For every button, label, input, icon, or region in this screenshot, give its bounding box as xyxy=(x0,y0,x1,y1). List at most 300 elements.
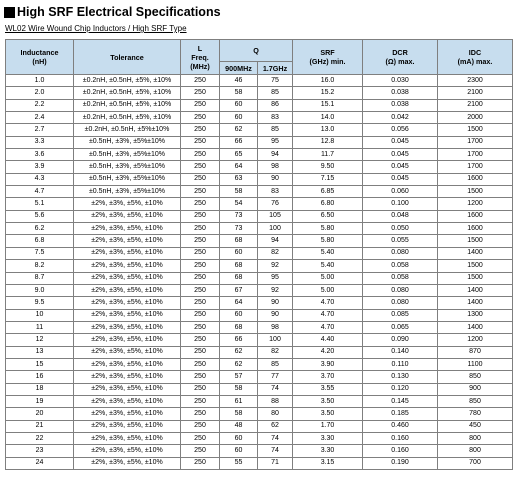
title-text: High SRF Electrical Specifications xyxy=(17,5,221,19)
cell-idc: 850 xyxy=(438,371,513,383)
table-row xyxy=(6,297,513,309)
cell-frequency: 250 xyxy=(181,75,220,87)
cell-q-1-7ghz: 82 xyxy=(258,247,293,259)
cell-dcr: 0.065 xyxy=(363,321,438,333)
cell-idc: 1200 xyxy=(438,198,513,210)
cell-q-1-7ghz: 85 xyxy=(258,124,293,136)
cell-frequency: 250 xyxy=(181,309,220,321)
cell-q-1-7ghz: 85 xyxy=(258,358,293,370)
cell-q-900mhz: 68 xyxy=(220,321,258,333)
cell-tolerance: ±2%, ±3%, ±5%, ±10% xyxy=(74,309,181,321)
cell-q-900mhz: 65 xyxy=(220,149,258,161)
cell-tolerance: ±2%, ±3%, ±5%, ±10% xyxy=(74,223,181,235)
table-body xyxy=(6,75,513,470)
cell-srf: 3.15 xyxy=(293,457,363,469)
cell-srf: 4.70 xyxy=(293,321,363,333)
cell-frequency: 250 xyxy=(181,371,220,383)
cell-inductance: 10 xyxy=(6,309,74,321)
cell-q-900mhz: 57 xyxy=(220,371,258,383)
cell-srf: 13.0 xyxy=(293,124,363,136)
cell-q-900mhz: 58 xyxy=(220,383,258,395)
header-tolerance: Tolerance xyxy=(74,40,181,75)
table-row xyxy=(6,136,513,148)
cell-idc: 450 xyxy=(438,420,513,432)
table-row xyxy=(6,149,513,161)
cell-q-1-7ghz: 74 xyxy=(258,432,293,444)
header-frequency: L Freq. (MHz) xyxy=(181,40,220,75)
header-q-1-7ghz: 1.7GHz xyxy=(258,62,293,75)
table-row xyxy=(6,198,513,210)
cell-tolerance: ±0.2nH, ±0.5nH, ±5%, ±10% xyxy=(74,75,181,87)
cell-tolerance: ±2%, ±3%, ±5%, ±10% xyxy=(74,395,181,407)
cell-srf: 14.0 xyxy=(293,112,363,124)
cell-dcr: 0.080 xyxy=(363,297,438,309)
cell-dcr: 0.055 xyxy=(363,235,438,247)
cell-q-900mhz: 58 xyxy=(220,186,258,198)
cell-q-1-7ghz: 86 xyxy=(258,99,293,111)
cell-q-1-7ghz: 95 xyxy=(258,272,293,284)
cell-frequency: 250 xyxy=(181,235,220,247)
cell-tolerance: ±2%, ±3%, ±5%, ±10% xyxy=(74,346,181,358)
table-row xyxy=(6,309,513,321)
cell-q-900mhz: 64 xyxy=(220,161,258,173)
cell-tolerance: ±2%, ±3%, ±5%, ±10% xyxy=(74,321,181,333)
cell-tolerance: ±2%, ±3%, ±5%, ±10% xyxy=(74,420,181,432)
cell-idc: 850 xyxy=(438,395,513,407)
cell-dcr: 0.100 xyxy=(363,198,438,210)
cell-idc: 1600 xyxy=(438,173,513,185)
table-row xyxy=(6,235,513,247)
cell-q-900mhz: 60 xyxy=(220,432,258,444)
cell-srf: 11.7 xyxy=(293,149,363,161)
cell-idc: 2100 xyxy=(438,87,513,99)
cell-idc: 800 xyxy=(438,445,513,457)
cell-q-900mhz: 60 xyxy=(220,309,258,321)
cell-srf: 6.85 xyxy=(293,186,363,198)
cell-inductance: 6.8 xyxy=(6,235,74,247)
cell-inductance: 8.7 xyxy=(6,272,74,284)
cell-tolerance: ±2%, ±3%, ±5%, ±10% xyxy=(74,432,181,444)
cell-dcr: 0.140 xyxy=(363,346,438,358)
cell-frequency: 250 xyxy=(181,383,220,395)
cell-srf: 5.80 xyxy=(293,235,363,247)
cell-q-900mhz: 66 xyxy=(220,334,258,346)
cell-srf: 3.55 xyxy=(293,383,363,395)
square-bullet-icon xyxy=(4,7,15,18)
cell-inductance: 5.6 xyxy=(6,210,74,222)
cell-tolerance: ±0.2nH, ±0.5nH, ±5%, ±10% xyxy=(74,99,181,111)
cell-dcr: 0.045 xyxy=(363,173,438,185)
cell-tolerance: ±2%, ±3%, ±5%, ±10% xyxy=(74,457,181,469)
cell-q-900mhz: 61 xyxy=(220,395,258,407)
cell-q-900mhz: 55 xyxy=(220,457,258,469)
table-row xyxy=(6,112,513,124)
cell-srf: 15.1 xyxy=(293,99,363,111)
cell-q-1-7ghz: 80 xyxy=(258,408,293,420)
header-idc: IDC (mA) max. xyxy=(438,40,513,75)
cell-inductance: 3.6 xyxy=(6,149,74,161)
cell-inductance: 6.2 xyxy=(6,223,74,235)
cell-frequency: 250 xyxy=(181,358,220,370)
cell-tolerance: ±2%, ±3%, ±5%, ±10% xyxy=(74,247,181,259)
cell-idc: 1400 xyxy=(438,284,513,296)
cell-tolerance: ±2%, ±3%, ±5%, ±10% xyxy=(74,383,181,395)
cell-tolerance: ±2%, ±3%, ±5%, ±10% xyxy=(74,272,181,284)
cell-frequency: 250 xyxy=(181,210,220,222)
cell-dcr: 0.160 xyxy=(363,445,438,457)
table-row xyxy=(6,210,513,222)
cell-q-1-7ghz: 92 xyxy=(258,284,293,296)
cell-q-900mhz: 73 xyxy=(220,210,258,222)
cell-frequency: 250 xyxy=(181,223,220,235)
cell-dcr: 0.080 xyxy=(363,247,438,259)
cell-inductance: 13 xyxy=(6,346,74,358)
cell-idc: 1600 xyxy=(438,223,513,235)
cell-frequency: 250 xyxy=(181,198,220,210)
cell-q-1-7ghz: 95 xyxy=(258,136,293,148)
cell-idc: 1300 xyxy=(438,309,513,321)
table-row xyxy=(6,432,513,444)
cell-idc: 1400 xyxy=(438,247,513,259)
cell-srf: 3.50 xyxy=(293,408,363,420)
cell-frequency: 250 xyxy=(181,395,220,407)
cell-srf: 1.70 xyxy=(293,420,363,432)
cell-q-900mhz: 60 xyxy=(220,112,258,124)
cell-dcr: 0.030 xyxy=(363,75,438,87)
cell-tolerance: ±2%, ±3%, ±5%, ±10% xyxy=(74,358,181,370)
cell-tolerance: ±0.2nH, ±0.5nH, ±5%±10% xyxy=(74,124,181,136)
cell-q-900mhz: 62 xyxy=(220,358,258,370)
cell-srf: 4.70 xyxy=(293,309,363,321)
cell-q-1-7ghz: 90 xyxy=(258,309,293,321)
cell-tolerance: ±2%, ±3%, ±5%, ±10% xyxy=(74,445,181,457)
cell-q-1-7ghz: 62 xyxy=(258,420,293,432)
cell-frequency: 250 xyxy=(181,186,220,198)
cell-dcr: 0.038 xyxy=(363,99,438,111)
cell-tolerance: ±2%, ±3%, ±5%, ±10% xyxy=(74,198,181,210)
page-title xyxy=(4,3,221,21)
cell-srf: 15.2 xyxy=(293,87,363,99)
cell-inductance: 3.3 xyxy=(6,136,74,148)
header-dcr: DCR (Ω) max. xyxy=(363,40,438,75)
cell-dcr: 0.056 xyxy=(363,124,438,136)
cell-dcr: 0.060 xyxy=(363,186,438,198)
cell-frequency: 250 xyxy=(181,136,220,148)
cell-idc: 1500 xyxy=(438,124,513,136)
cell-dcr: 0.038 xyxy=(363,87,438,99)
cell-frequency: 250 xyxy=(181,124,220,136)
cell-inductance: 4.7 xyxy=(6,186,74,198)
cell-q-1-7ghz: 74 xyxy=(258,383,293,395)
cell-dcr: 0.130 xyxy=(363,371,438,383)
header-srf: SRF (GHz) min. xyxy=(293,40,363,75)
cell-dcr: 0.120 xyxy=(363,383,438,395)
cell-inductance: 24 xyxy=(6,457,74,469)
cell-idc: 1500 xyxy=(438,186,513,198)
cell-inductance: 5.1 xyxy=(6,198,74,210)
spec-table xyxy=(5,39,513,470)
cell-idc: 2100 xyxy=(438,99,513,111)
cell-q-1-7ghz: 98 xyxy=(258,321,293,333)
table-row xyxy=(6,395,513,407)
cell-inductance: 2.0 xyxy=(6,87,74,99)
cell-idc: 900 xyxy=(438,383,513,395)
cell-tolerance: ±0.2nH, ±0.5nH, ±5%, ±10% xyxy=(74,87,181,99)
cell-dcr: 0.048 xyxy=(363,210,438,222)
table-row xyxy=(6,161,513,173)
cell-tolerance: ±2%, ±3%, ±5%, ±10% xyxy=(74,371,181,383)
cell-srf: 5.00 xyxy=(293,284,363,296)
cell-dcr: 0.160 xyxy=(363,432,438,444)
cell-frequency: 250 xyxy=(181,408,220,420)
cell-inductance: 9.0 xyxy=(6,284,74,296)
cell-frequency: 250 xyxy=(181,173,220,185)
cell-tolerance: ±2%, ±3%, ±5%, ±10% xyxy=(74,260,181,272)
cell-idc: 1700 xyxy=(438,149,513,161)
cell-frequency: 250 xyxy=(181,432,220,444)
table-row xyxy=(6,358,513,370)
cell-tolerance: ±0.5nH, ±3%, ±5%±10% xyxy=(74,173,181,185)
table-row xyxy=(6,87,513,99)
cell-q-1-7ghz: 83 xyxy=(258,186,293,198)
cell-srf: 6.80 xyxy=(293,198,363,210)
cell-q-900mhz: 63 xyxy=(220,173,258,185)
cell-srf: 3.30 xyxy=(293,432,363,444)
cell-dcr: 0.058 xyxy=(363,272,438,284)
cell-q-1-7ghz: 85 xyxy=(258,87,293,99)
cell-q-1-7ghz: 94 xyxy=(258,149,293,161)
cell-q-1-7ghz: 94 xyxy=(258,235,293,247)
cell-dcr: 0.058 xyxy=(363,260,438,272)
cell-inductance: 11 xyxy=(6,321,74,333)
table-row xyxy=(6,284,513,296)
cell-dcr: 0.045 xyxy=(363,136,438,148)
cell-q-900mhz: 66 xyxy=(220,136,258,148)
cell-inductance: 2.7 xyxy=(6,124,74,136)
cell-idc: 2000 xyxy=(438,112,513,124)
cell-frequency: 250 xyxy=(181,149,220,161)
cell-tolerance: ±2%, ±3%, ±5%, ±10% xyxy=(74,210,181,222)
header-q-900mhz: 900MHz xyxy=(220,62,258,75)
table-row xyxy=(6,173,513,185)
cell-tolerance: ±0.5nH, ±3%, ±5%±10% xyxy=(74,136,181,148)
cell-q-1-7ghz: 75 xyxy=(258,75,293,87)
cell-srf: 3.90 xyxy=(293,358,363,370)
table-row xyxy=(6,457,513,469)
cell-dcr: 0.110 xyxy=(363,358,438,370)
cell-idc: 1200 xyxy=(438,334,513,346)
cell-frequency: 250 xyxy=(181,457,220,469)
cell-inductance: 9.5 xyxy=(6,297,74,309)
cell-q-1-7ghz: 71 xyxy=(258,457,293,469)
cell-dcr: 0.045 xyxy=(363,161,438,173)
cell-q-1-7ghz: 77 xyxy=(258,371,293,383)
cell-inductance: 15 xyxy=(6,358,74,370)
cell-q-900mhz: 62 xyxy=(220,346,258,358)
table-row xyxy=(6,260,513,272)
cell-inductance: 2.2 xyxy=(6,99,74,111)
table-row xyxy=(6,420,513,432)
table-row xyxy=(6,272,513,284)
table-row xyxy=(6,124,513,136)
cell-tolerance: ±2%, ±3%, ±5%, ±10% xyxy=(74,297,181,309)
cell-inductance: 18 xyxy=(6,383,74,395)
cell-frequency: 250 xyxy=(181,112,220,124)
cell-dcr: 0.145 xyxy=(363,395,438,407)
table-row xyxy=(6,247,513,259)
table-row xyxy=(6,321,513,333)
table-row xyxy=(6,334,513,346)
cell-dcr: 0.080 xyxy=(363,284,438,296)
table-row xyxy=(6,371,513,383)
cell-idc: 800 xyxy=(438,432,513,444)
cell-frequency: 250 xyxy=(181,87,220,99)
table-row xyxy=(6,223,513,235)
cell-q-1-7ghz: 88 xyxy=(258,395,293,407)
cell-srf: 4.40 xyxy=(293,334,363,346)
cell-idc: 1700 xyxy=(438,161,513,173)
cell-frequency: 250 xyxy=(181,284,220,296)
cell-inductance: 19 xyxy=(6,395,74,407)
header-inductance: Inductance (nH) xyxy=(6,40,74,75)
table-row xyxy=(6,75,513,87)
cell-q-900mhz: 64 xyxy=(220,297,258,309)
cell-srf: 3.30 xyxy=(293,445,363,457)
cell-dcr: 0.045 xyxy=(363,149,438,161)
cell-tolerance: ±2%, ±3%, ±5%, ±10% xyxy=(74,408,181,420)
cell-q-1-7ghz: 105 xyxy=(258,210,293,222)
cell-q-1-7ghz: 92 xyxy=(258,260,293,272)
cell-q-900mhz: 67 xyxy=(220,284,258,296)
cell-dcr: 0.085 xyxy=(363,309,438,321)
cell-dcr: 0.042 xyxy=(363,112,438,124)
cell-frequency: 250 xyxy=(181,99,220,111)
table-row xyxy=(6,383,513,395)
cell-dcr: 0.460 xyxy=(363,420,438,432)
cell-inductance: 2.4 xyxy=(6,112,74,124)
cell-inductance: 3.9 xyxy=(6,161,74,173)
cell-tolerance: ±2%, ±3%, ±5%, ±10% xyxy=(74,334,181,346)
cell-inductance: 20 xyxy=(6,408,74,420)
cell-idc: 1500 xyxy=(438,272,513,284)
cell-tolerance: ±2%, ±3%, ±5%, ±10% xyxy=(74,284,181,296)
cell-srf: 5.80 xyxy=(293,223,363,235)
cell-idc: 1700 xyxy=(438,136,513,148)
cell-idc: 1500 xyxy=(438,235,513,247)
subtitle: WL02 Wire Wound Chip Inductors / High SRF Type xyxy=(5,24,187,33)
cell-inductance: 16 xyxy=(6,371,74,383)
cell-idc: 1500 xyxy=(438,260,513,272)
cell-dcr: 0.050 xyxy=(363,223,438,235)
cell-tolerance: ±0.2nH, ±0.5nH, ±5%, ±10% xyxy=(74,112,181,124)
cell-frequency: 250 xyxy=(181,272,220,284)
cell-q-900mhz: 46 xyxy=(220,75,258,87)
cell-q-1-7ghz: 98 xyxy=(258,161,293,173)
cell-frequency: 250 xyxy=(181,321,220,333)
table-row xyxy=(6,408,513,420)
cell-q-900mhz: 60 xyxy=(220,445,258,457)
cell-srf: 12.8 xyxy=(293,136,363,148)
cell-q-900mhz: 54 xyxy=(220,198,258,210)
cell-idc: 2300 xyxy=(438,75,513,87)
cell-frequency: 250 xyxy=(181,161,220,173)
cell-q-1-7ghz: 90 xyxy=(258,173,293,185)
cell-q-900mhz: 60 xyxy=(220,99,258,111)
cell-srf: 3.50 xyxy=(293,395,363,407)
cell-tolerance: ±0.5nH, ±3%, ±5%±10% xyxy=(74,149,181,161)
cell-q-900mhz: 58 xyxy=(220,87,258,99)
cell-frequency: 250 xyxy=(181,297,220,309)
cell-q-1-7ghz: 83 xyxy=(258,112,293,124)
table-row xyxy=(6,99,513,111)
table-row xyxy=(6,346,513,358)
cell-inductance: 23 xyxy=(6,445,74,457)
cell-q-900mhz: 68 xyxy=(220,235,258,247)
cell-frequency: 250 xyxy=(181,420,220,432)
cell-tolerance: ±0.5nH, ±3%, ±5%±10% xyxy=(74,161,181,173)
cell-idc: 1600 xyxy=(438,210,513,222)
cell-q-1-7ghz: 82 xyxy=(258,346,293,358)
cell-dcr: 0.185 xyxy=(363,408,438,420)
cell-idc: 1400 xyxy=(438,321,513,333)
cell-srf: 5.00 xyxy=(293,272,363,284)
cell-inductance: 22 xyxy=(6,432,74,444)
cell-frequency: 250 xyxy=(181,260,220,272)
cell-inductance: 21 xyxy=(6,420,74,432)
cell-inductance: 8.2 xyxy=(6,260,74,272)
cell-idc: 870 xyxy=(438,346,513,358)
cell-idc: 1100 xyxy=(438,358,513,370)
cell-frequency: 250 xyxy=(181,346,220,358)
cell-dcr: 0.090 xyxy=(363,334,438,346)
cell-srf: 4.70 xyxy=(293,297,363,309)
table-header xyxy=(6,40,513,75)
cell-q-900mhz: 62 xyxy=(220,124,258,136)
cell-q-900mhz: 68 xyxy=(220,272,258,284)
cell-idc: 700 xyxy=(438,457,513,469)
cell-q-900mhz: 48 xyxy=(220,420,258,432)
cell-tolerance: ±0.5nH, ±3%, ±5%±10% xyxy=(74,186,181,198)
table-row xyxy=(6,445,513,457)
cell-srf: 5.40 xyxy=(293,260,363,272)
cell-srf: 4.20 xyxy=(293,346,363,358)
cell-srf: 6.50 xyxy=(293,210,363,222)
cell-idc: 1400 xyxy=(438,297,513,309)
cell-inductance: 12 xyxy=(6,334,74,346)
cell-srf: 3.70 xyxy=(293,371,363,383)
cell-q-1-7ghz: 90 xyxy=(258,297,293,309)
cell-q-1-7ghz: 74 xyxy=(258,445,293,457)
cell-q-1-7ghz: 100 xyxy=(258,223,293,235)
cell-q-900mhz: 73 xyxy=(220,223,258,235)
cell-srf: 5.40 xyxy=(293,247,363,259)
cell-inductance: 7.5 xyxy=(6,247,74,259)
cell-inductance: 4.3 xyxy=(6,173,74,185)
cell-frequency: 250 xyxy=(181,334,220,346)
cell-srf: 9.50 xyxy=(293,161,363,173)
cell-inductance: 1.0 xyxy=(6,75,74,87)
cell-frequency: 250 xyxy=(181,445,220,457)
cell-srf: 16.0 xyxy=(293,75,363,87)
cell-srf: 7.15 xyxy=(293,173,363,185)
header-q: Q xyxy=(220,40,293,62)
cell-frequency: 250 xyxy=(181,247,220,259)
table-row xyxy=(6,186,513,198)
cell-dcr: 0.190 xyxy=(363,457,438,469)
cell-tolerance: ±2%, ±3%, ±5%, ±10% xyxy=(74,235,181,247)
cell-q-900mhz: 60 xyxy=(220,247,258,259)
cell-q-1-7ghz: 76 xyxy=(258,198,293,210)
